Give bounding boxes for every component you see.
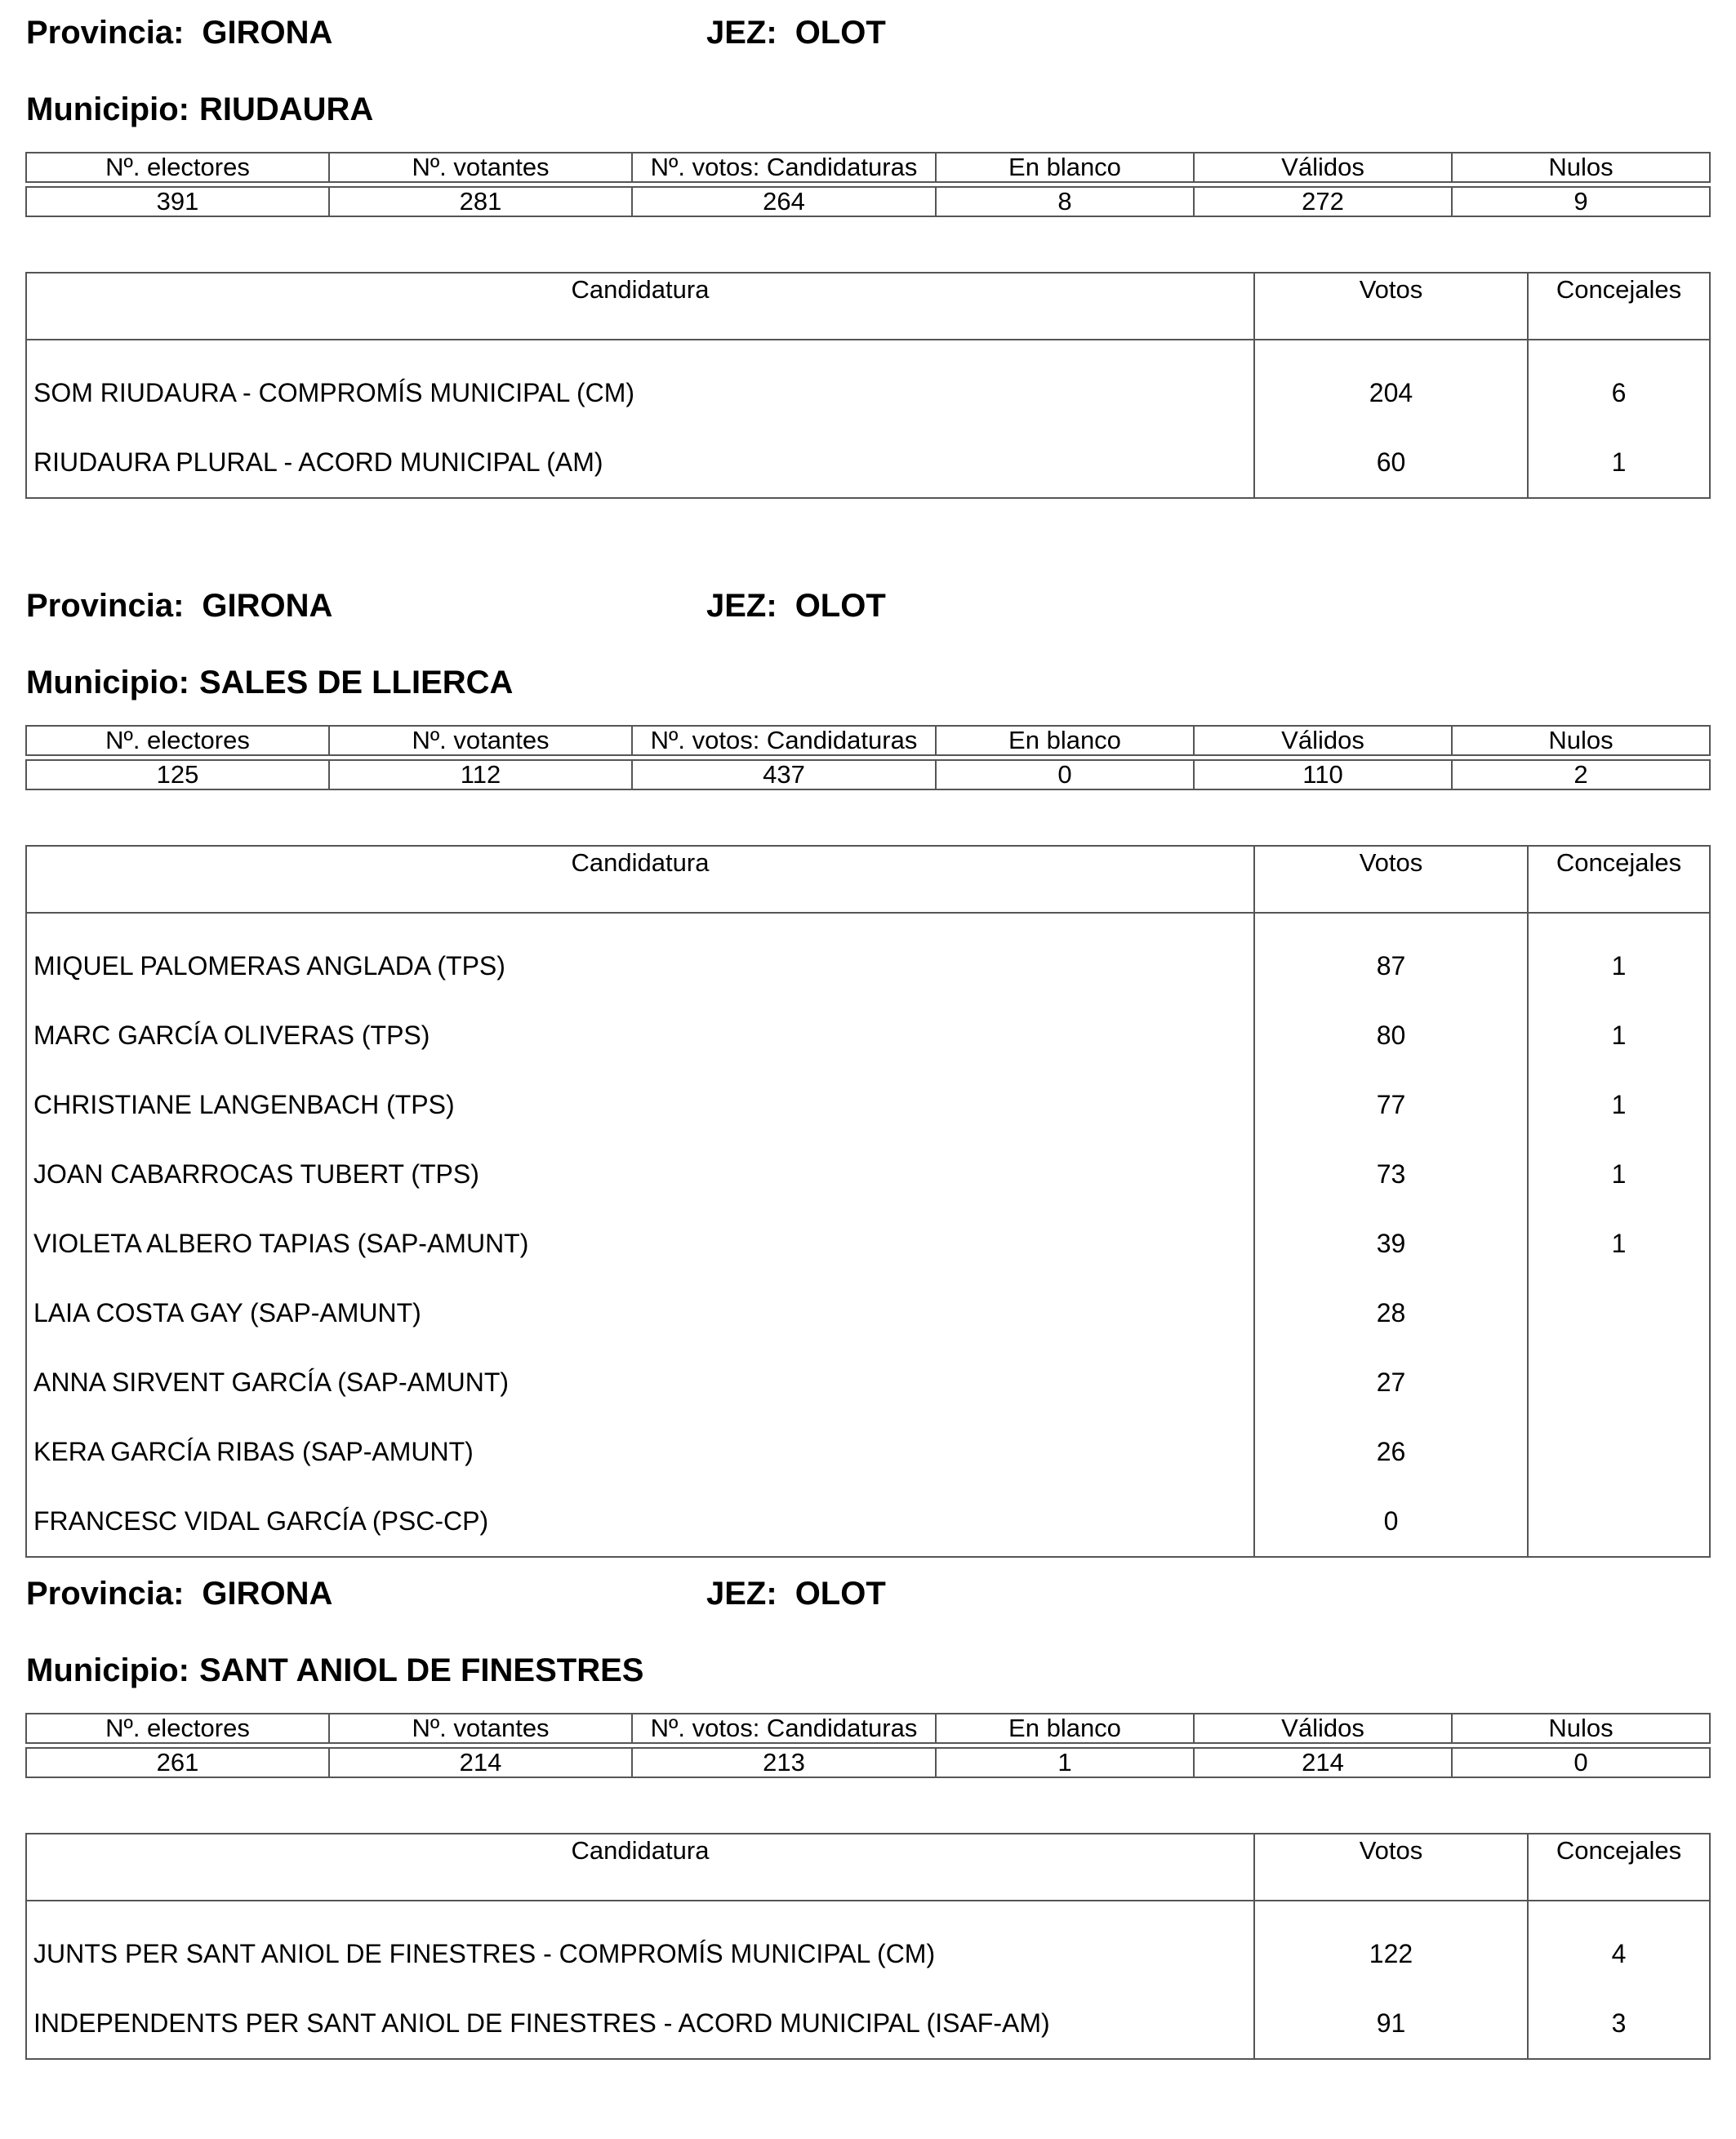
- table-row: [26, 1487, 1710, 1557]
- candidate-name: KERA GARCÍA RIBAS (SAP-AMUNT): [26, 1417, 1254, 1487]
- stats-header-cell: Nulos: [1452, 1714, 1710, 1743]
- stats-value-cell: 0: [1452, 1748, 1710, 1777]
- candidate-votos: 204: [1254, 340, 1528, 428]
- stats-value-cell: 214: [1194, 1748, 1452, 1777]
- table-row: [26, 1209, 1710, 1279]
- candidate-votos: 39: [1254, 1209, 1528, 1279]
- stats-header-cell: Nº. electores: [26, 1714, 329, 1743]
- stats-header-cell: Nº. votos: Candidaturas: [632, 726, 936, 755]
- provincia-label: Provincia:: [26, 588, 185, 624]
- stats-value-row: [26, 187, 1710, 216]
- candidate-concejales: 1: [1528, 913, 1710, 1001]
- jez-line: [706, 588, 886, 637]
- candidates-header-row: [26, 846, 1710, 913]
- municipio-line: [26, 1652, 643, 1701]
- jez-line: [706, 15, 886, 64]
- municipio-value: SALES DE LLIERCA: [198, 665, 514, 700]
- municipio-value: RIUDAURA: [198, 91, 374, 127]
- candidate-concejales: [1528, 1487, 1710, 1557]
- stats-value-cell: 264: [632, 187, 936, 216]
- municipio-line: [26, 91, 373, 140]
- concejales-header: Concejales: [1528, 273, 1710, 340]
- candidates-table: [25, 272, 1711, 499]
- candidates-header-row: [26, 1834, 1710, 1901]
- jez-value: OLOT: [795, 1576, 886, 1612]
- stats-header-cell: Válidos: [1194, 726, 1452, 755]
- candidate-votos: 0: [1254, 1487, 1528, 1557]
- stats-table: [25, 1713, 1711, 1778]
- stats-value-cell: 437: [632, 760, 936, 789]
- provincia-value: GIRONA: [202, 15, 333, 51]
- stats-header-cell: En blanco: [936, 726, 1194, 755]
- candidate-name: FRANCESC VIDAL GARCÍA (PSC-CP): [26, 1487, 1254, 1557]
- stats-value-cell: 125: [26, 760, 329, 789]
- candidate-votos: 60: [1254, 428, 1528, 498]
- stats-value-cell: 110: [1194, 760, 1452, 789]
- stats-value-row: [26, 760, 1710, 789]
- candidates-header-row: [26, 273, 1710, 340]
- provincia-line: [26, 15, 332, 64]
- candidate-concejales: 6: [1528, 340, 1710, 428]
- candidates-table: [25, 1833, 1711, 2060]
- municipio-label: Municipio:: [26, 91, 189, 127]
- provincia-line: [26, 588, 332, 637]
- stats-header-cell: Nº. electores: [26, 153, 329, 182]
- table-row: [26, 340, 1710, 428]
- table-row: [26, 428, 1710, 498]
- candidate-votos: 28: [1254, 1279, 1528, 1348]
- candidate-concejales: 4: [1528, 1901, 1710, 1989]
- table-row: [26, 1070, 1710, 1140]
- stats-value-cell: 272: [1194, 187, 1452, 216]
- jez-value: OLOT: [795, 15, 886, 51]
- stats-value-cell: 2: [1452, 760, 1710, 789]
- candidate-votos: 91: [1254, 1989, 1528, 2059]
- candidate-votos: 73: [1254, 1140, 1528, 1209]
- stats-header-row: [26, 153, 1710, 182]
- candidate-name: VIOLETA ALBERO TAPIAS (SAP-AMUNT): [26, 1209, 1254, 1279]
- candidate-concejales: [1528, 1348, 1710, 1417]
- candidate-name: JOAN CABARROCAS TUBERT (TPS): [26, 1140, 1254, 1209]
- municipio-label: Municipio:: [26, 1652, 189, 1688]
- table-row: [26, 1001, 1710, 1070]
- candidatura-header: Candidatura: [26, 846, 1254, 913]
- candidate-name: SOM RIUDAURA - COMPROMÍS MUNICIPAL (CM): [26, 340, 1254, 428]
- stats-value-row: [26, 1748, 1710, 1777]
- stats-value-cell: 214: [329, 1748, 632, 1777]
- candidate-concejales: 1: [1528, 1070, 1710, 1140]
- provincia-value: GIRONA: [202, 1576, 333, 1612]
- stats-value-cell: 9: [1452, 187, 1710, 216]
- votos-header: Votos: [1254, 273, 1528, 340]
- table-row: [26, 1279, 1710, 1348]
- stats-header-cell: Nº. votantes: [329, 153, 632, 182]
- table-row: [26, 1140, 1710, 1209]
- stats-value-cell: 261: [26, 1748, 329, 1777]
- concejales-header: Concejales: [1528, 846, 1710, 913]
- candidate-votos: 77: [1254, 1070, 1528, 1140]
- candidate-name: ANNA SIRVENT GARCÍA (SAP-AMUNT): [26, 1348, 1254, 1417]
- stats-header-cell: Nulos: [1452, 726, 1710, 755]
- candidate-name: JUNTS PER SANT ANIOL DE FINESTRES - COMPROMÍS MUNICIPAL (CM): [26, 1901, 1254, 1989]
- provincia-label: Provincia:: [26, 1576, 185, 1612]
- candidatura-header: Candidatura: [26, 1834, 1254, 1901]
- candidate-name: RIUDAURA PLURAL - ACORD MUNICIPAL (AM): [26, 428, 1254, 498]
- stats-header-cell: Nº. votantes: [329, 726, 632, 755]
- stats-table: [25, 152, 1711, 217]
- stats-value-cell: 281: [329, 187, 632, 216]
- candidate-concejales: 1: [1528, 1209, 1710, 1279]
- candidate-concejales: 1: [1528, 428, 1710, 498]
- candidate-concejales: [1528, 1417, 1710, 1487]
- jez-value: OLOT: [795, 588, 886, 624]
- candidate-concejales: 1: [1528, 1140, 1710, 1209]
- municipio-value: SANT ANIOL DE FINESTRES: [198, 1652, 644, 1688]
- candidate-name: MIQUEL PALOMERAS ANGLADA (TPS): [26, 913, 1254, 1001]
- jez-line: [706, 1576, 886, 1625]
- jez-label: JEZ:: [706, 1576, 777, 1612]
- stats-value-cell: 0: [936, 760, 1194, 789]
- provincia-value: GIRONA: [202, 588, 333, 624]
- stats-header-cell: Nº. votantes: [329, 1714, 632, 1743]
- stats-header-cell: Nulos: [1452, 153, 1710, 182]
- candidates-table: [25, 845, 1711, 1558]
- municipio-label: Municipio:: [26, 665, 189, 700]
- stats-header-row: [26, 1714, 1710, 1743]
- jez-label: JEZ:: [706, 588, 777, 624]
- provincia-line: [26, 1576, 332, 1625]
- table-row: [26, 1348, 1710, 1417]
- table-row: [26, 913, 1710, 1001]
- table-row: [26, 1989, 1710, 2059]
- candidate-votos: 26: [1254, 1417, 1528, 1487]
- stats-header-cell: Nº. electores: [26, 726, 329, 755]
- candidate-name: INDEPENDENTS PER SANT ANIOL DE FINESTRES - ACORD MUNICIPAL (ISAF-AM): [26, 1989, 1254, 2059]
- stats-header-cell: Nº. votos: Candidaturas: [632, 153, 936, 182]
- jez-label: JEZ:: [706, 15, 777, 51]
- municipio-line: [26, 665, 513, 714]
- concejales-header: Concejales: [1528, 1834, 1710, 1901]
- candidate-name: LAIA COSTA GAY (SAP-AMUNT): [26, 1279, 1254, 1348]
- candidate-votos: 27: [1254, 1348, 1528, 1417]
- stats-value-cell: 1: [936, 1748, 1194, 1777]
- stats-value-cell: 213: [632, 1748, 936, 1777]
- candidate-name: MARC GARCÍA OLIVERAS (TPS): [26, 1001, 1254, 1070]
- candidate-votos: 87: [1254, 913, 1528, 1001]
- stats-header-cell: Nº. votos: Candidaturas: [632, 1714, 936, 1743]
- stats-header-cell: En blanco: [936, 1714, 1194, 1743]
- candidate-concejales: [1528, 1279, 1710, 1348]
- stats-header-cell: Válidos: [1194, 1714, 1452, 1743]
- candidatura-header: Candidatura: [26, 273, 1254, 340]
- candidate-concejales: 3: [1528, 1989, 1710, 2059]
- stats-header-cell: En blanco: [936, 153, 1194, 182]
- stats-value-cell: 391: [26, 187, 329, 216]
- votos-header: Votos: [1254, 1834, 1528, 1901]
- table-row: [26, 1417, 1710, 1487]
- candidate-votos: 80: [1254, 1001, 1528, 1070]
- table-row: [26, 1901, 1710, 1989]
- stats-value-cell: 112: [329, 760, 632, 789]
- stats-header-row: [26, 726, 1710, 755]
- candidate-concejales: 1: [1528, 1001, 1710, 1070]
- votos-header: Votos: [1254, 846, 1528, 913]
- stats-header-cell: Válidos: [1194, 153, 1452, 182]
- provincia-label: Provincia:: [26, 15, 185, 51]
- stats-table: [25, 725, 1711, 790]
- candidate-votos: 122: [1254, 1901, 1528, 1989]
- stats-value-cell: 8: [936, 187, 1194, 216]
- candidate-name: CHRISTIANE LANGENBACH (TPS): [26, 1070, 1254, 1140]
